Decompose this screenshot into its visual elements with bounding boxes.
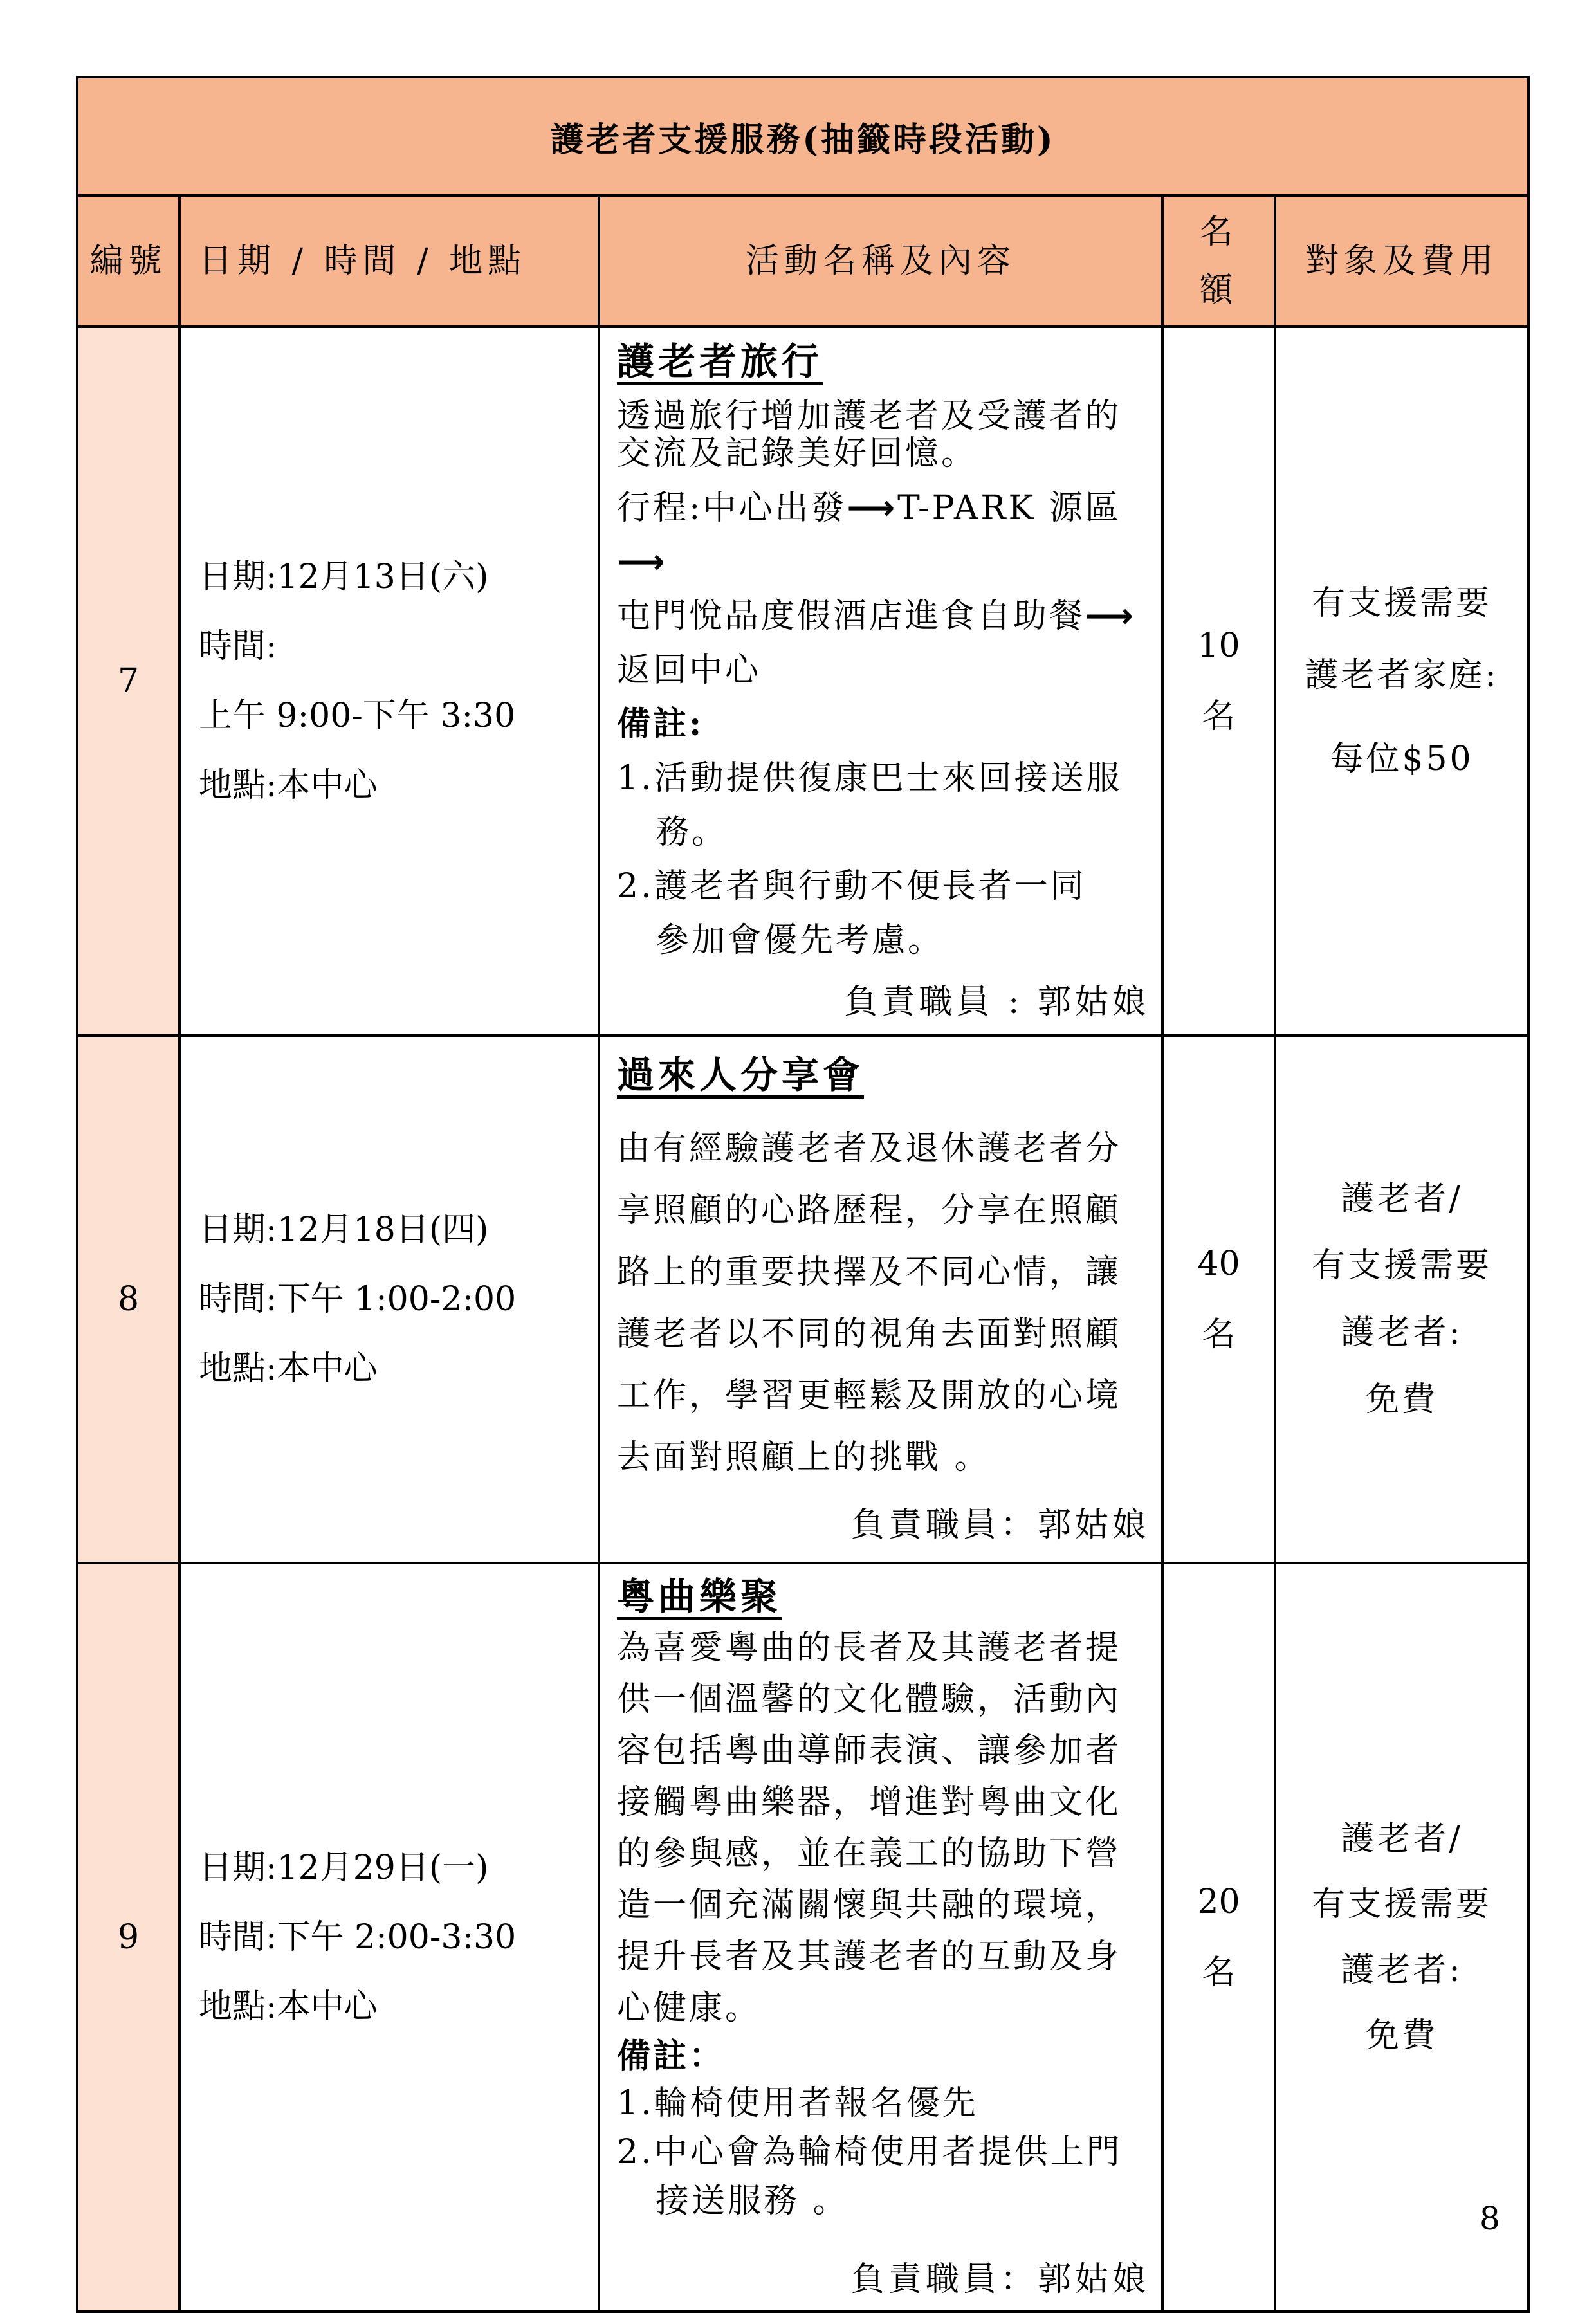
venue-line: 地點:本中心 (199, 1988, 378, 2026)
target-and-fee: 護老者/ 有支援需要 護老者: 免費 (1275, 1036, 1528, 1563)
date-line: 日期:12月18日(四) (199, 1211, 489, 1249)
activity-schedule-table (76, 76, 1530, 2313)
staff-in-charge: 負責職員：郭姑娘 (850, 1506, 1150, 1544)
note-item: 1.活動提供復康巴士來回接送服 (617, 759, 1123, 798)
title-row (77, 77, 1528, 196)
date-line: 日期:12月13日(六) (199, 558, 489, 596)
time-line: 時間:下午 2:00-3:30 (199, 1918, 517, 1957)
arrow-right-icon: ⟶ (847, 489, 898, 527)
note-label: 備註: (617, 704, 704, 744)
venue-line: 地點:本中心 (199, 766, 378, 805)
note-item: 2.中心會為輪椅使用者提供上門 (617, 2133, 1123, 2171)
date-time-venue (179, 327, 599, 1036)
activity-content (599, 1036, 1162, 1563)
note-item: 接送服務 。 (656, 2182, 849, 2220)
activity-title: 過來人分享會 (617, 1053, 865, 1097)
page-number: 8 (1480, 2200, 1500, 2237)
venue-line: 地點:本中心 (199, 1349, 378, 1388)
header-activity-content: 活動名稱及內容 (599, 196, 1162, 327)
date-line: 日期:12月29日(一) (199, 1849, 489, 1887)
table-row (77, 1563, 1528, 2312)
activity-description: 為喜愛粵曲的長者及其護老者提 供一個溫馨的文化體驗，活動內 容包括粵曲導師表演、讓參加者 接觸粵曲樂器，增進對粵曲文化 的參與感，並在義工的協助下營 造一個充滿關懷與共融的環境， 提升長者及其護老者的互動及身 心健康。 (617, 1629, 1122, 2027)
staff-in-charge: 負責職員：郭姑娘 (850, 2260, 1150, 2299)
itinerary-line-1: 行程:中心出發⟶T-PARK 源區⟶ (617, 489, 1121, 581)
note-item: 參加會優先考慮。 (656, 921, 944, 960)
arrow-right-icon: ⟶ (617, 543, 668, 581)
table-title: 護老者支援服務(抽籤時段活動) (77, 77, 1528, 196)
target-and-fee: 有支援需要 護老者家庭: 每位$50 (1275, 327, 1528, 1036)
activity-content (599, 327, 1162, 1036)
header-date-time-venue: 日期 / 時間 / 地點 (179, 196, 599, 327)
staff-in-charge: 負責職員 : 郭姑娘 (844, 983, 1150, 1021)
row-number: 7 (77, 327, 179, 1036)
table-row (77, 1036, 1528, 1563)
note-label: 備註： (617, 2036, 726, 2076)
header-row (77, 196, 1528, 327)
activity-content (599, 1563, 1162, 2312)
table-row (77, 327, 1528, 1036)
note-item: 2.護老者與行動不便長者一同 (617, 867, 1087, 906)
row-number: 9 (77, 1563, 179, 2312)
time-label: 時間: (199, 627, 277, 666)
note-item: 1.輪椅使用者報名優先 (617, 2084, 978, 2123)
target-and-fee: 護老者/ 有支援需要 護老者: 免費 (1275, 1563, 1528, 2312)
itinerary-line-3: 返回中心 (617, 651, 762, 690)
quota: 10 名 (1162, 327, 1275, 1036)
row-number: 8 (77, 1036, 179, 1563)
header-quota: 名額 (1162, 196, 1275, 327)
quota: 40 名 (1162, 1036, 1275, 1563)
date-time-venue (179, 1563, 599, 2312)
activity-description: 透過旅行增加護老者及受護者的 交流及記錄美好回憶。 (617, 397, 1122, 473)
time-line: 上午 9:00-下午 3:30 (199, 697, 516, 735)
activity-description: 由有經驗護老者及退休護老者分 享照顧的心路歷程，分享在照顧 路上的重要抉擇及不同心情，讓 護老者以不同的視角去面對照顧 工作，學習更輕鬆及開放的心境 去面對照顧上的挑戰 。 (617, 1129, 1122, 1477)
activity-title: 粵曲樂聚 (617, 1575, 782, 1618)
note-item: 務。 (656, 813, 728, 852)
quota: 20 名 (1162, 1563, 1275, 2312)
time-line: 時間:下午 1:00-2:00 (199, 1280, 517, 1319)
header-number: 編號 (77, 196, 179, 327)
arrow-right-icon: ⟶ (1085, 597, 1136, 635)
itinerary-line-2: 屯門悅品度假酒店進食自助餐⟶ (617, 597, 1136, 635)
date-time-venue (179, 1036, 599, 1563)
activity-title: 護老者旅行 (617, 340, 823, 383)
header-target-fee: 對象及費用 (1275, 196, 1528, 327)
